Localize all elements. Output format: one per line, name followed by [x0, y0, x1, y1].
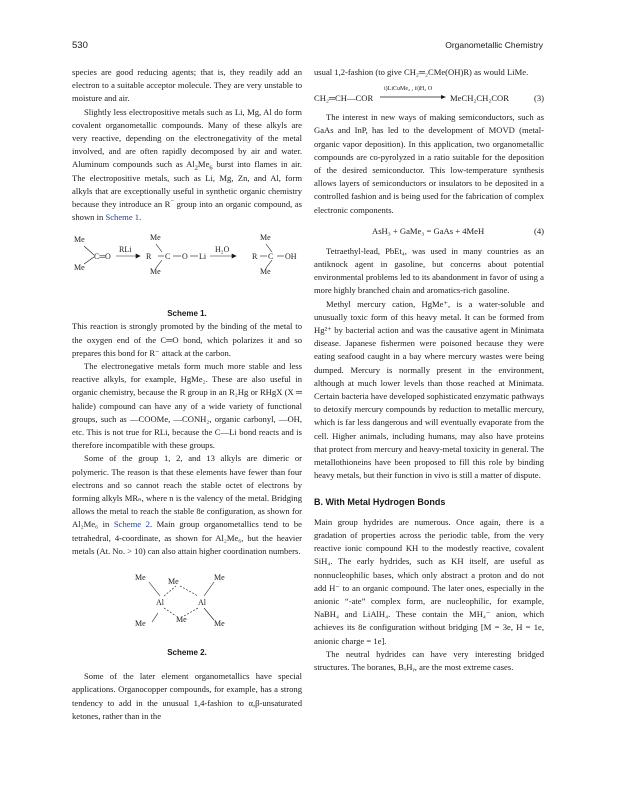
eq3-lhs: CH₂═CH—COR: [314, 93, 374, 104]
me-label: Me: [260, 233, 271, 243]
left-column: [72, 66, 302, 723]
reaction-arrow: [380, 92, 446, 102]
scheme2-link[interactable]: Scheme 2: [113, 519, 150, 530]
eq4-text: AsH₃ + GaMe₃ = GaAs + 4MeH: [372, 225, 485, 236]
paragraph: Main group hydrides are numerous. Once again, there is a gradation of properties across the periodic table, from the very reactive ionic compound KH to the modestly reactive, covalent SiH₄. The early hydrides, such as KH itself, are useful as nonnucleophilic bases, which only abstract a proton and do not add H⁻ to an organic compound. The later ones, especially in the anionic “-ate” complex form, are nucleophilic, for example, NaBH₄ and LiAlH₄. These contain the MH₄⁻ anion, which achieves its 8e configuration without bridging [M = 3e, H = 1e, anionic charge = 1e].: [314, 516, 544, 646]
eq4-number: (4): [533, 225, 544, 236]
paragraph: species are good reducing agents; that is, they readily add an electron to a suitable acceptor molecule. They are very unstable to moisture and air.: [72, 67, 302, 104]
r-label: R: [146, 252, 152, 262]
paragraph: usual 1,2-fashion (to give CH₂═₂CMe(OH)R) as would LiMe.: [314, 67, 529, 77]
section-heading: B. With Metal Hydrogen Bonds: [314, 497, 446, 508]
al-label: Al: [156, 598, 164, 608]
scheme1-link[interactable]: Scheme 1: [105, 212, 140, 223]
paragraph: Slightly less electropositive metals such as Li, Mg, Al do form covalent organometallic compounds. Many of these alkyls are very reactive, depending on the electronegativity of the metal involved, and are often rapidly decomposed by air and water. Aluminum compounds such as $Al_2Me_6$ burst into flames in air. The electropositive metals, such as Li, Mg, Zn, and Al, form alkyls that are exceptionally useful in synthetic organic chemistry because they introduce an R− group into an organic compound, as shown in Scheme 1.: [72, 106, 302, 223]
me-label: Me: [150, 233, 161, 243]
me-label: Me: [135, 573, 146, 583]
eq3-rhs: MeCH₂CH₂COR: [450, 93, 509, 104]
paragraph: The electronegative metals form much more stable and less reactive alkyls, for example, HgMe₂. These are also useful in organic chemistry, because the R group in an R₂Hg or RHgX (X ═ halide) compound can have any of a wide variety of functional groups, such as —COOMe, —CONH₂, organic carbonyl, —OH, etc. This is not true for RLi, because the C—Li bond reacts and is therefore incompatible with these groups.: [72, 361, 302, 451]
equation-3: [314, 83, 544, 111]
me-label: Me: [214, 619, 225, 629]
carbonyl-label: C═O: [94, 252, 111, 262]
scheme-1-drawing: [72, 224, 302, 304]
me-label: Me: [74, 263, 85, 273]
li-label: Li: [199, 252, 207, 262]
o-label: O: [182, 252, 188, 262]
eq3-number: (3): [533, 93, 544, 104]
paragraph: Tetraethyl-lead, PbEt₄, was used in many countries as an antiknock agent in gasoline, but concerns about potential environmental problems led to its abandonment in favor of using a more highly branched chain and aromatics-rich gasoline.: [314, 245, 544, 296]
eq3-reagent: i)LiCuMe₂ , ii)H₂ O: [384, 86, 433, 93]
me-label: Me: [214, 573, 225, 583]
c-label: C: [165, 252, 171, 262]
running-head: [72, 40, 543, 54]
equation-4: [314, 225, 544, 241]
right-column: [314, 66, 544, 674]
paragraph: Some of the group 1, 2, and 13 alkyls are dimeric or polymeric. The reason is that these elements have fewer than four electrons and so cannot reach the stable octet of electrons by forming alkyls MRₙ, where n is the valency of the metal. Bridging allows the metal to reach the stable 8e configuration, as shown for Al₂Me₆ in Scheme 2. Main group organometallics tend to be tetrahedral, 4-coordinate, as shown for Al₂Me₆, but the heavier metals (At. No. > 10) can also attain higher coordination numbers.: [72, 453, 302, 556]
me-label: Me: [168, 577, 179, 587]
reagent-rli: RLi: [119, 245, 132, 255]
al-label: Al: [198, 598, 206, 608]
paragraph: This reaction is strongly promoted by the binding of the metal to the oxygen end of the C═O bond, which polarizes it and so prepares this bond for R⁻ attack at the carbon.: [72, 321, 302, 358]
reagent-h2o: H₂O: [215, 245, 230, 255]
scheme-2-caption: Scheme 2.: [167, 648, 207, 658]
me-label: Me: [150, 267, 161, 277]
scheme-2: [72, 568, 302, 664]
me-label: Me: [176, 615, 187, 625]
scheme-1-caption: Scheme 1.: [167, 308, 207, 318]
me-label: Me: [135, 619, 146, 629]
paragraph: The neutral hydrides can have very interesting bridged structures. The boranes, BₓHᵧ, are the most extreme cases.: [314, 648, 544, 672]
page-number: 530: [72, 40, 88, 51]
paragraph: Methyl mercury cation, HgMe⁺, is a water-soluble and unusually toxic form of this heavy metal. It can be formed from Hg²⁺ by bacterial action and was the causative agent in Minimata disease. Japanese fishermen were poisoned because they were eating seafood caught in a bay where mercury wastes were being dumped. Mercury is normally present in the environment, although at much lower levels than those reached at Minimata. Certain bacteria have developed sophisticated enzymatic pathways to detoxify mercury compounds by reduction to metallic mercury, which is far less dangerous and will eventually evaporate from the cell. Higher animals, including humans, may also have proteins that protect from mercury and heavy-metal toxicity in general. The metallothioneins have been proposed to fill this role by binding heavy metals, but their function in vivo is still a matter of dispute.: [314, 298, 544, 481]
me-label: Me: [74, 235, 85, 245]
me-label: Me: [260, 267, 271, 277]
running-title: Organometallic Chemistry: [445, 40, 543, 50]
paragraph: The interest in new ways of making semiconductors, such as GaAs and InP, has led to the development of MOVD (metal-organic vapor deposition). In this application, two organometallic compounds are co-pyrolyzed in a ratio suitable for the deposition of the desired semiconductor. This low-temperature synthesis allows layers of semiconductors or insulators to be deposited in a controlled fashion and is being used for the fabrication of complex electronic components.: [314, 112, 544, 215]
c-label: C: [268, 252, 274, 262]
paragraph: Some of the later element organometallics have special applications. Organocopper compounds, for example, has a strong tendency to add in the unusual 1,4-fashion to α,β-unsaturated ketones, rather than in the: [72, 671, 302, 721]
r-label: R: [252, 252, 258, 262]
oh-label: OH: [285, 252, 297, 262]
scheme-1: [72, 224, 302, 320]
scheme-2-drawing: [72, 568, 302, 648]
